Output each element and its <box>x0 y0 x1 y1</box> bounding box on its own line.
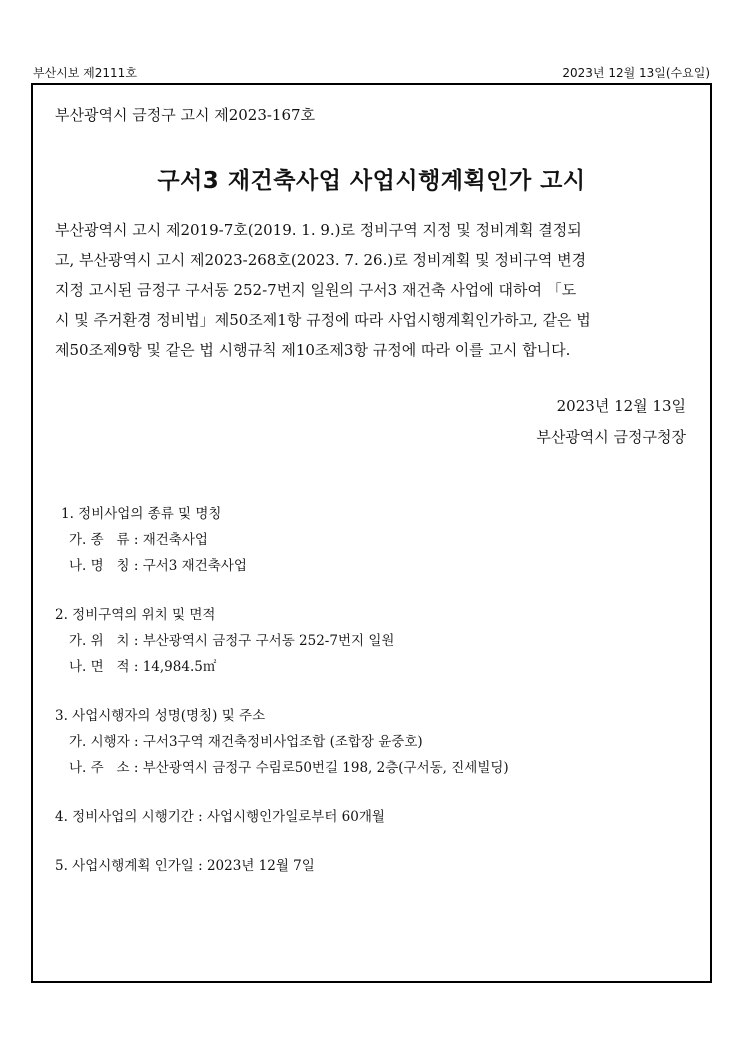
item-sub: 나. 면 적 : 14,984.5㎡ <box>69 659 217 675</box>
item-4 <box>55 804 509 830</box>
notice-body <box>55 215 689 365</box>
item-title: 1. 정비사업의 종류 및 명칭 <box>61 506 222 522</box>
item-2 <box>55 602 509 680</box>
item-sub: 나. 명 칭 : 구서3 재건축사업 <box>69 558 247 574</box>
item-title: 5. 사업시행계획 인가일 : 2023년 12월 7일 <box>55 858 315 874</box>
item-title: 2. 정비구역의 위치 및 면적 <box>55 607 216 623</box>
body-line: 지정 고시된 금정구 구서동 252-7번지 일원의 구서3 재건축 사업에 대하여 「도 <box>55 281 577 299</box>
notice-issuer: 부산광역시 금정구청장 <box>536 428 686 446</box>
notice-date: 2023년 12월 13일 <box>556 397 686 415</box>
notice-number: 부산광역시 금정구 고시 제2023-167호 <box>55 106 316 124</box>
item-title: 3. 사업시행자의 성명(명칭) 및 주소 <box>55 708 266 724</box>
publication-number: 부산시보 제2111호 <box>33 66 137 80</box>
item-sub: 가. 위 치 : 부산광역시 금정구 구서동 252-7번지 일원 <box>69 633 395 649</box>
body-line: 시 및 주거환경 정비법」제50조제1항 규정에 따라 사업시행계획인가하고, 같은 법 <box>55 311 591 329</box>
item-sub: 가. 종 류 : 재건축사업 <box>69 532 208 548</box>
item-5 <box>55 853 509 879</box>
body-line: 제50조제9항 및 같은 법 시행규칙 제10조제3항 규정에 따라 이를 고시 합니다. <box>55 341 571 359</box>
notice-title: 구서3 재건축사업 사업시행계획인가 고시 <box>157 168 586 194</box>
item-title: 4. 정비사업의 시행기간 : 사업시행인가일로부터 60개월 <box>55 809 385 825</box>
body-line: 고, 부산광역시 고시 제2023-268호(2023. 7. 26.)로 정비계획 및 정비구역 변경 <box>55 251 587 269</box>
item-sub: 나. 주 소 : 부산광역시 금정구 수림로50번길 198, 2층(구서동, 진세빌딩) <box>69 760 509 776</box>
notice-frame <box>31 83 712 983</box>
item-3 <box>55 703 509 781</box>
body-line: 부산광역시 고시 제2019-7호(2019. 1. 9.)로 정비구역 지정 및 정비계획 결정되 <box>55 221 582 239</box>
page-header <box>31 64 712 80</box>
publication-date: 2023년 12월 13일(수요일) <box>562 66 710 80</box>
item-1 <box>55 501 509 579</box>
notice-items <box>55 501 509 902</box>
item-sub: 가. 시행자 : 구서3구역 재건축정비사업조합 (조합장 윤중호) <box>69 734 423 750</box>
